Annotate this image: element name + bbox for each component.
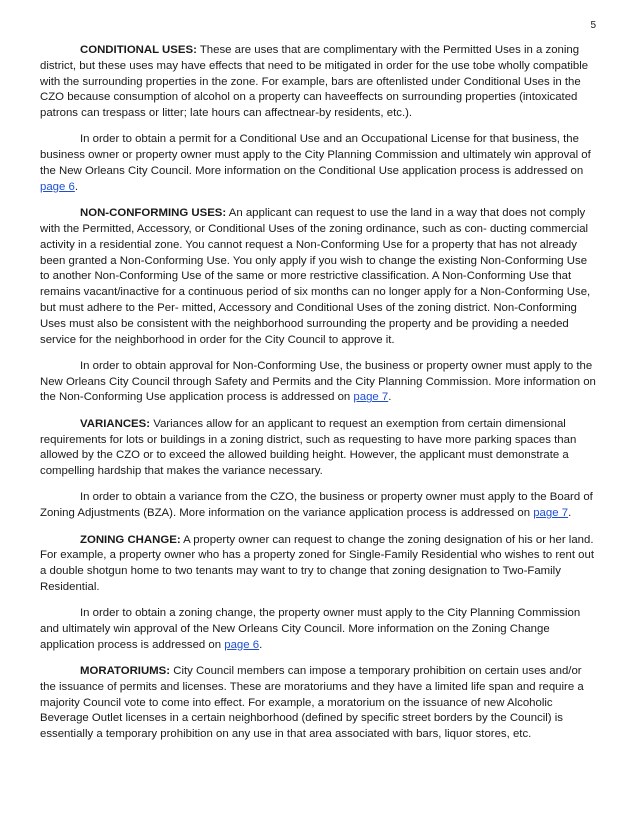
term-variances: VARIANCES: [80, 417, 151, 430]
term-zoning-change: ZONING CHANGE: [80, 533, 181, 546]
page-7-link[interactable]: page 7 [533, 507, 569, 520]
paragraph-conditional-use-process [40, 132, 597, 195]
paragraph-tail: . [388, 391, 392, 404]
paragraph-non-conforming-process [40, 359, 597, 406]
paragraph-tail: . [259, 638, 263, 651]
paragraph-text: In order to obtain approval for Non-Conforming Use, the business or property owner must apply to the New Orleans City Council through Safety and Permits and the City Planning Commission. More information on the Non-Conforming Use application process is addressed on [40, 359, 596, 404]
paragraph-variance-process [40, 490, 597, 522]
page-6-link[interactable]: page 6 [224, 638, 260, 651]
paragraph-zoning-change [40, 533, 597, 596]
paragraph-text: In order to obtain a permit for a Conditional Use and an Occupational License for that business, the business owner or property owner must apply to the City Planning Commission and ultimately win approval of the New Orleans City Council. More information on the Conditional Use application process is addressed on [40, 133, 591, 178]
paragraph-moratoriums [40, 664, 597, 743]
paragraph-text: Variances allow for an applicant to request an exemption from certain dimensional requirements for lots or buildings in a zoning district, such as requesting to have more parking spaces than allowed by the CZO or to exceed the allowed building height. However, the applicant must demonstrate a compelling hardship that makes the variance necessary. [40, 417, 577, 478]
paragraph-text: In order to obtain a zoning change, the property owner must apply to the City Planning Commission and ultimately win approval of the New Orleans City Council. More information on the Zoning Change application process is addressed on [40, 607, 581, 651]
paragraph-text: In order to obtain a variance from the CZO, the business or property owner must apply to the Board of Zoning Adjustments (BZA). More information on the variance application process is addressed on [40, 491, 593, 520]
paragraph-conditional-uses [40, 43, 597, 122]
term-moratoriums: MORATORIUMS: [80, 665, 171, 678]
paragraph-tail: . [74, 180, 79, 193]
paragraph-text: These are uses that are complimentary with the Permitted Uses in a zoning district, but these uses may have effects that need to be mitigated in order for the use tobe wholly compatible with the surrounding properties in the zone. For example, bars are oftenlisted under Conditional Uses in the CZO because consumption of alcohol on a property can haveeffects on surrounding properties (intoxicated patrons can trespass or litter; late hours can affectnear-by residents, etc.). [40, 44, 589, 120]
paragraph-tail: . [568, 507, 572, 520]
page-7-link[interactable]: page 7 [353, 391, 389, 404]
paragraph-text: A property owner can request to change the zoning designation of his or her land. For example, a property owner who has a property zoned for Single-Family Residential who wishes to rent out a double shotgun home to two tenants may want to try to change that zoning designation to Two-Family Residential. [40, 533, 594, 593]
paragraph-text: An applicant can request to use the land in a way that does not comply with the Permitted, Accessory, or Conditional Uses of the zoning ordinance, such as con- ducting commercial activity in a residential zone. You cannot request a Non-Conforming Use for a property that has not already been granted a Non-Conforming Use. You only apply if you wish to change the existing Non-Conforming Use to another Non-Conforming Use of the same or more restrictive classification. A Non-Conforming Use that remains vacant/inactive for a continuous period of six months can no longer apply for a Non-Conforming Use, but must adhere to the Per- mitted, Accessory and Conditional Uses of the zoning district. Non-Conforming Uses must also be consistent with the neighborhood surrounding the property and be providing a needed service for the neighborhood in order for the City Council to approve it. [40, 207, 591, 346]
page-number: 5 [590, 20, 596, 31]
document-body [40, 43, 597, 754]
paragraph-zoning-change-process [40, 606, 597, 653]
paragraph-text: City Council members can impose a temporary prohibition on certain uses and/or the issuance of permits and licenses. These are moratoriums and they have a limited life span and require a majority Council vote to come into effect. For example, a moratorium on the issuance of new Alcoholic Beverage Outlet licenses in a certain neighborhood (defined by specific street borders by the Council) is essentially a temporary prohibition on any use in that area associated with bars, liquor stores, etc. [40, 665, 584, 741]
page-6-link[interactable]: page 6 [40, 180, 75, 193]
term-non-conforming-uses: NON-CONFORMING USES: [80, 207, 227, 220]
paragraph-variances [40, 417, 597, 480]
term-conditional-uses: CONDITIONAL USES: [80, 44, 197, 56]
paragraph-non-conforming-uses [40, 206, 597, 348]
